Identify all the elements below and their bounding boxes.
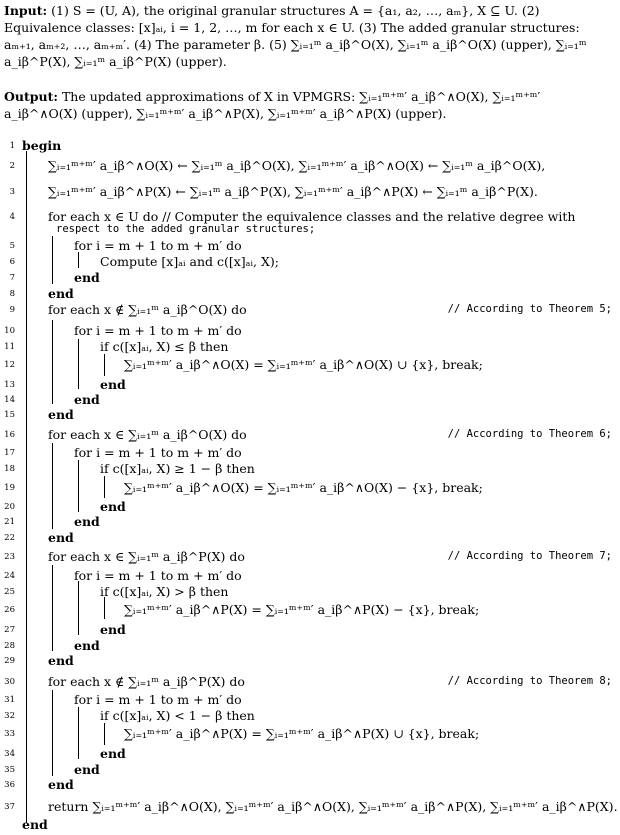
line-text: for each x ∈ ∑ᵢ₌₁ᵐ a_iβ^P(X) do [48,549,245,564]
algo-line [0,582,620,602]
line-text: for i = m + 1 to m + m′ do [74,323,242,338]
line-text: ∑ᵢ₌₁ᵐ⁺ᵐ′ a_iβ^∧O(X) ← ∑ᵢ₌₁ᵐ a_iβ^O(X), ∑ᵢ₌₁ᵐ⁺ᵐ′ a_iβ^∧O(X) ← ∑ᵢ₌₁ᵐ a_iβ^O(X), [48,158,546,173]
line-number: 5 [9,241,15,251]
line-text: end [100,377,126,392]
line-number: 9 [9,305,15,315]
line-text: if c([x]ₐᵢ, X) > β then [100,584,229,599]
line-number: 32 [4,711,15,721]
line-number: 22 [4,533,15,543]
algo-line [0,815,620,835]
line-text: end [22,817,48,832]
line-text: for each x ∈ ∑ᵢ₌₁ᵐ a_iβ^O(X) do [48,427,247,442]
line-text: if c([x]ₐᵢ, X) < 1 − β then [100,708,255,723]
algo-line [0,182,620,202]
line-text: for i = m + 1 to m + m′ do [74,238,242,253]
line-text: for i = m + 1 to m + m′ do [74,568,242,583]
line-number: 13 [4,380,15,390]
line-text: if c([x]ₐᵢ, X) ≥ 1 − β then [100,461,255,476]
algo-line [0,459,620,479]
line-number: 16 [4,430,15,440]
line-text: if c([x]ₐᵢ, X) ≤ β then [100,339,229,354]
algo-line [0,651,620,671]
line-text: ∑ᵢ₌₁ᵐ⁺ᵐ′ a_iβ^∧O(X) = ∑ᵢ₌₁ᵐ⁺ᵐ′ a_iβ^∧O(X) − {x}, break; [124,480,483,495]
line-number: 36 [4,780,15,790]
line-number: 3 [9,187,15,197]
line-text: Compute [x]ₐᵢ and c([x]ₐᵢ, X); [100,254,279,269]
line-number: 8 [9,289,15,299]
line-number: 28 [4,641,15,651]
line-number: 6 [9,257,15,267]
line-number: 20 [4,502,15,512]
line-text: ∑ᵢ₌₁ᵐ⁺ᵐ′ a_iβ^∧P(X) ← ∑ᵢ₌₁ᵐ a_iβ^P(X), ∑ᵢ₌₁ᵐ⁺ᵐ′ a_iβ^∧P(X) ← ∑ᵢ₌₁ᵐ a_iβ^P(X). [48,184,538,199]
line-text: for i = m + 1 to m + m′ do [74,692,242,707]
line-number: 25 [4,587,15,597]
line-number: 10 [4,326,15,336]
line-number: 7 [9,273,15,283]
theorem-comment: // According to Theorem 8; [447,675,612,687]
line-text: for each x ∉ ∑ᵢ₌₁ᵐ a_iβ^P(X) do [48,674,245,689]
line-number: 2 [9,161,15,171]
theorem-comment: // According to Theorem 6; [447,428,612,440]
line-number: 31 [4,695,15,705]
output-text: The updated approximations of X in VPMGRS: ∑ᵢ₌₁ᵐ⁺ᵐ′ a_iβ^∧O(X), ∑ᵢ₌₁ᵐ⁺ᵐ′ a_iβ^∧O(X) (upper), ∑ᵢ₌₁ᵐ⁺ᵐ′ a_iβ^∧P(X), ∑ᵢ₌₁ᵐ⁺ᵐ′ a_iβ^∧P(X) (upper). [4,89,541,121]
line-number: 4 [9,212,15,222]
input-text: (1) S = (U, A), the original granular structures A = {a₁, a₂, …, aₘ}, X ⊆ U. (2) Equivalence classes: [x]ₐᵢ, i = 1, 2, …, m for each x ∈ U. (3) The added granular structures: aₘ₊₁, aₘ₊₂, …, aₘ₊ₘ′. (4) The parameter β. (5) ∑ᵢ₌₁ᵐ a_iβ^O(X), ∑ᵢ₌₁ᵐ a_iβ^O(X) (upper), ∑ᵢ₌₁ᵐ a_iβ^P(X), ∑ᵢ₌₁ᵐ a_iβ^P(X) (upper). [4,3,587,69]
line-text: ∑ᵢ₌₁ᵐ⁺ᵐ′ a_iβ^∧P(X) = ∑ᵢ₌₁ᵐ⁺ᵐ′ a_iβ^∧P(X) − {x}, break; [124,602,480,617]
line-text: end [48,777,74,792]
line-text: end [74,762,100,777]
theorem-comment: // According to Theorem 5; [447,303,612,315]
line-number: 17 [4,448,15,458]
line-number: 14 [4,395,15,405]
line-number: 24 [4,571,15,581]
algo-line [0,672,620,692]
line-number: 1 [9,141,15,151]
input-label: Input: [4,3,48,18]
theorem-comment: // According to Theorem 7; [447,550,612,562]
line-number: 29 [4,656,15,666]
algo-line [0,405,620,425]
line-text: respect to the added granular structures; [56,223,316,235]
line-number: 37 [4,802,15,812]
line-text: end [74,392,100,407]
algo-line [0,337,620,357]
line-text: return ∑ᵢ₌₁ᵐ⁺ᵐ′ a_iβ^∧O(X), ∑ᵢ₌₁ᵐ⁺ᵐ′ a_iβ^∧O(X), ∑ᵢ₌₁ᵐ⁺ᵐ′ a_iβ^∧P(X), ∑ᵢ₌₁ᵐ⁺ᵐ′ a_iβ^∧P(X). [48,799,618,814]
algo-line [0,355,620,375]
line-text: end [100,499,126,514]
line-number: 26 [4,605,15,615]
line-text: for each x ∉ ∑ᵢ₌₁ᵐ a_iβ^O(X) do [48,302,247,317]
algo-line [0,547,620,567]
algo-line [0,797,620,817]
line-number: 12 [4,360,15,370]
algo-line [0,706,620,726]
line-number: 27 [4,625,15,635]
line-number: 11 [4,342,15,352]
algorithm-output [4,88,614,122]
line-number: 19 [4,483,15,493]
line-number: 35 [4,765,15,775]
algo-line [0,724,620,744]
line-text: begin [22,138,62,153]
line-text: end [48,530,74,545]
line-text: end [48,407,74,422]
algo-line [0,156,620,176]
line-text: end [100,746,126,761]
algo-line [0,425,620,445]
algo-line [0,775,620,795]
line-number: 15 [4,410,15,420]
line-number: 23 [4,552,15,562]
algo-line [0,136,620,156]
line-text: end [48,286,74,301]
line-text: ∑ᵢ₌₁ᵐ⁺ᵐ′ a_iβ^∧P(X) = ∑ᵢ₌₁ᵐ⁺ᵐ′ a_iβ^∧P(X) ∪ {x}, break; [124,726,480,741]
line-text: for each x ∈ U do // Computer the equivalence classes and the relative degree with [48,209,576,224]
algo-line [0,478,620,498]
line-number: 34 [4,749,15,759]
line-text: ∑ᵢ₌₁ᵐ⁺ᵐ′ a_iβ^∧O(X) = ∑ᵢ₌₁ᵐ⁺ᵐ′ a_iβ^∧O(X) ∪ {x}, break; [124,357,483,372]
line-text: for i = m + 1 to m + m′ do [74,445,242,460]
line-number: 21 [4,517,15,527]
line-text: end [74,514,100,529]
output-label: Output: [4,89,58,104]
line-text: end [100,622,126,637]
line-text: end [74,270,100,285]
line-text: end [74,638,100,653]
algo-line [0,600,620,620]
algo-line [0,300,620,320]
line-number: 33 [4,729,15,739]
line-number: 18 [4,464,15,474]
line-text: end [48,653,74,668]
line-number: 30 [4,677,15,687]
algo-line [0,528,620,548]
algorithm-input [4,2,614,70]
